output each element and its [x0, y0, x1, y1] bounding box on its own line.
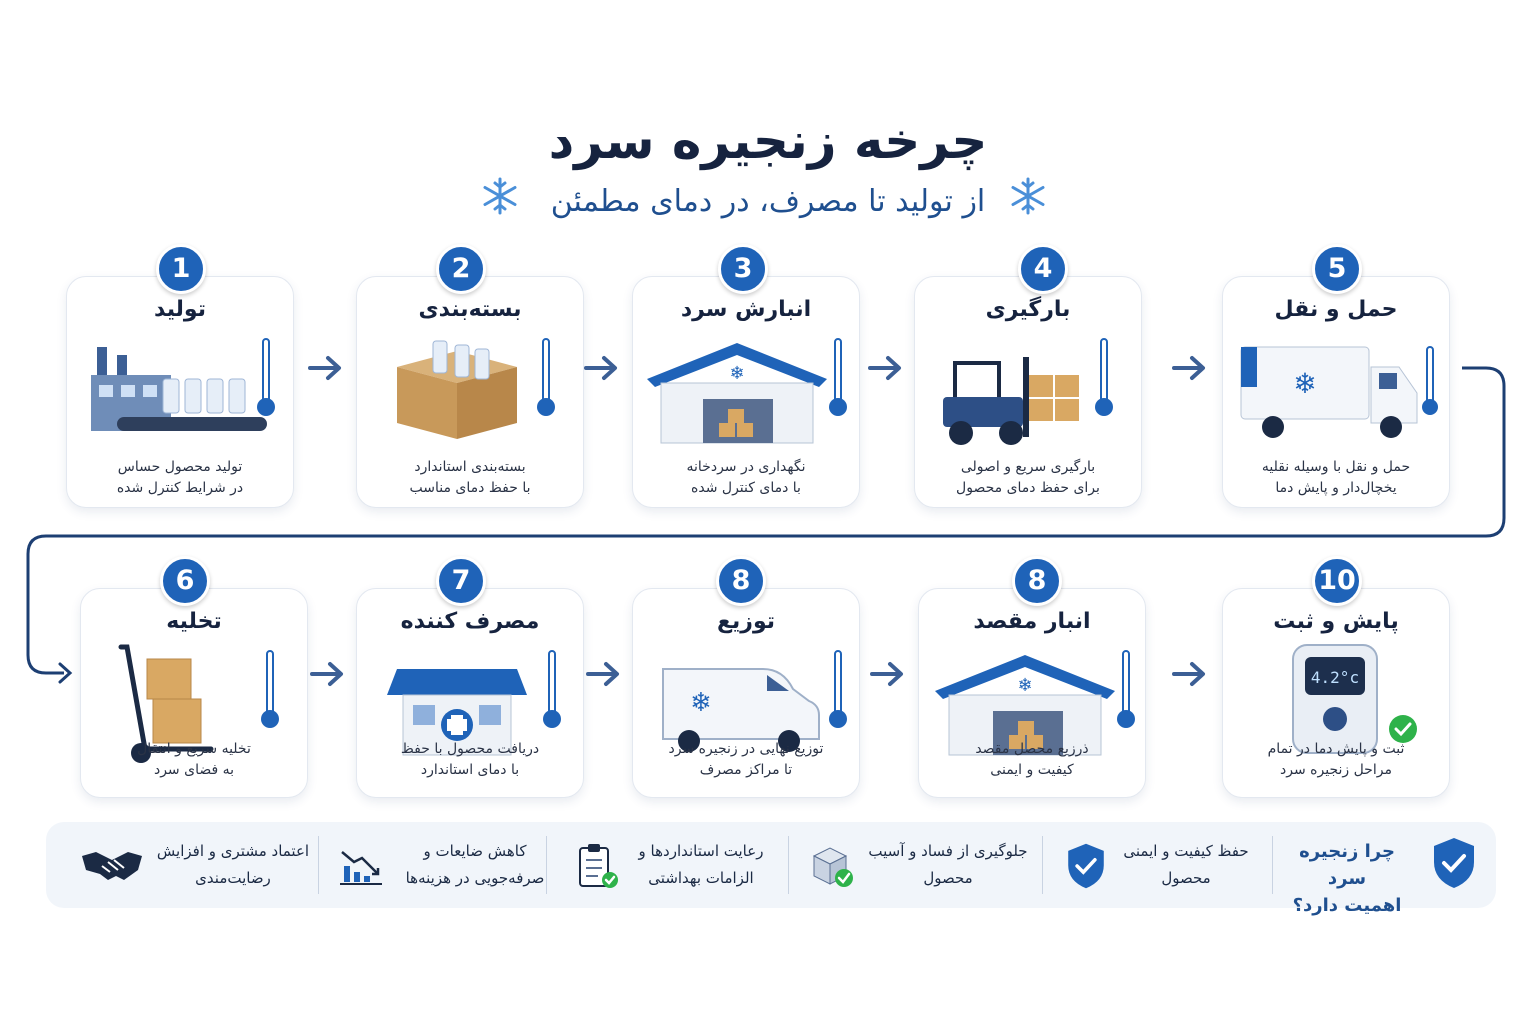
footer-item-text: حفظ کیفیت و ایمنی محصول	[1123, 842, 1249, 887]
shield-check-icon	[1066, 842, 1106, 890]
step-card-production	[66, 276, 294, 508]
step-title: انبار مقصد	[973, 609, 1091, 634]
box-icon	[367, 327, 573, 453]
step-title: انبارش سرد	[680, 297, 812, 322]
arrow-right-icon	[586, 660, 622, 688]
step-number-badge: 8	[1012, 556, 1062, 606]
svg-text:❄: ❄	[1293, 367, 1317, 400]
handshake-icon	[80, 846, 144, 886]
factory-icon	[77, 327, 283, 453]
step-title: بسته‌بندی	[418, 297, 522, 322]
step-number-badge: 5	[1312, 244, 1362, 294]
arrow-right-icon	[308, 354, 344, 382]
footer-item	[76, 822, 312, 908]
step-number-badge: 10	[1312, 556, 1362, 606]
footer-divider	[1042, 836, 1043, 894]
step-number-badge: 3	[718, 244, 768, 294]
step-number-badge: 2	[436, 244, 486, 294]
step-card-unloading	[80, 588, 308, 798]
step-card-monitoring	[1222, 588, 1450, 798]
arrow-right-icon	[868, 354, 904, 382]
step-card-transport	[1222, 276, 1450, 508]
footer-item	[1056, 822, 1266, 908]
chart-down-icon	[338, 844, 384, 886]
step-card-distribution	[632, 588, 860, 798]
cold-warehouse-icon	[643, 327, 849, 453]
step-title: تولید	[153, 297, 206, 322]
footer-item	[802, 822, 1034, 908]
temperature-readout: 4.2°c	[1310, 668, 1360, 687]
step-number-badge: 4	[1018, 244, 1068, 294]
why-cold-chain-bar	[46, 822, 1496, 916]
step-card-cold-storage	[632, 276, 860, 508]
step-card-loading	[914, 276, 1142, 508]
arrow-right-icon	[584, 354, 620, 382]
step-description: بسته‌بندی استاندارد با حفظ دمای مناسب	[409, 459, 531, 496]
step-description: ذرزیع محصل مقصد کیفیت و ایمنی	[975, 741, 1089, 778]
arrow-right-icon	[1172, 660, 1208, 688]
step-description: نگهداری در سردخانه با دمای کنترل شده	[686, 459, 806, 496]
step-description: ثبت و پایش دما در تمام مراحل زنجیره سرد	[1267, 741, 1405, 778]
footer-divider	[546, 836, 547, 894]
step-description: بارگیری سریع و اصولی برای حفظ دمای محصول	[956, 459, 1100, 496]
step-card-consumer	[356, 588, 584, 798]
footer-item	[332, 822, 562, 908]
footer-divider	[318, 836, 319, 894]
footer-item-text: اعتماد مشتری و افزایش رضایت‌مندی	[156, 842, 310, 887]
step-title: توزیع	[716, 609, 775, 634]
step-description: دریافت محصول با حفظ با دمای استاندارد	[400, 741, 540, 778]
clipboard-check-icon	[576, 842, 620, 890]
step-number-badge: 7	[436, 556, 486, 606]
footer-item-text: جلوگیری از فساد و آسیب محصول	[868, 842, 1028, 887]
step-title: تخلیه	[166, 609, 222, 634]
svg-text:❄: ❄	[690, 688, 712, 718]
step-title: پایش و ثبت	[1273, 609, 1399, 634]
step-title: مصرف کننده	[400, 609, 540, 634]
page-subtitle: از تولید تا مصرف، در دمای مطمئن	[550, 184, 986, 219]
step-title: حمل و نقل	[1274, 297, 1398, 322]
snowflake-icon	[1008, 176, 1048, 216]
package-check-icon	[808, 842, 856, 890]
svg-text:❄: ❄	[729, 363, 745, 384]
forklift-icon	[925, 327, 1131, 453]
step-card-packaging	[356, 276, 584, 508]
arrow-right-icon	[310, 660, 346, 688]
footer-item-text: کاهش ضایعات و صرفه‌جویی در هزینه‌ها	[405, 842, 545, 887]
arrow-right-icon	[1172, 354, 1208, 382]
footer-heading: چرا زنجیره سرد اهمیت دارد؟	[1292, 841, 1402, 916]
step-number-badge: 8	[716, 556, 766, 606]
snowflake-icon	[480, 176, 520, 216]
step-title: بارگیری	[985, 297, 1071, 322]
step-description: توزیع نهایی در زنجیره سرد تا مراکز مصرف	[668, 741, 824, 778]
shield-check-icon	[1432, 836, 1476, 890]
svg-text:❄: ❄	[1017, 675, 1033, 696]
step-description: حمل و نقل با وسیله نقلیه یخچال‌دار و پایش دما	[1261, 459, 1411, 496]
step-number-badge: 1	[156, 244, 206, 294]
step-card-destination-warehouse	[918, 588, 1146, 798]
footer-item-text: رعایت استانداردها و الزامات بهداشتی	[638, 842, 764, 887]
arrow-right-icon	[870, 660, 906, 688]
step-description: تولید محصول حساس در شرایط کنترل شده	[116, 459, 244, 496]
footer-divider	[788, 836, 789, 894]
footer-heading-block	[1282, 822, 1492, 916]
page-title: چرخه زنجیره سرد	[548, 112, 988, 170]
reefer-truck-icon	[1233, 327, 1439, 453]
step-description: تخلیه سریع و انتقال به فضای سرد	[137, 741, 251, 778]
footer-divider	[1272, 836, 1273, 894]
footer-item	[570, 822, 784, 908]
step-number-badge: 6	[160, 556, 210, 606]
